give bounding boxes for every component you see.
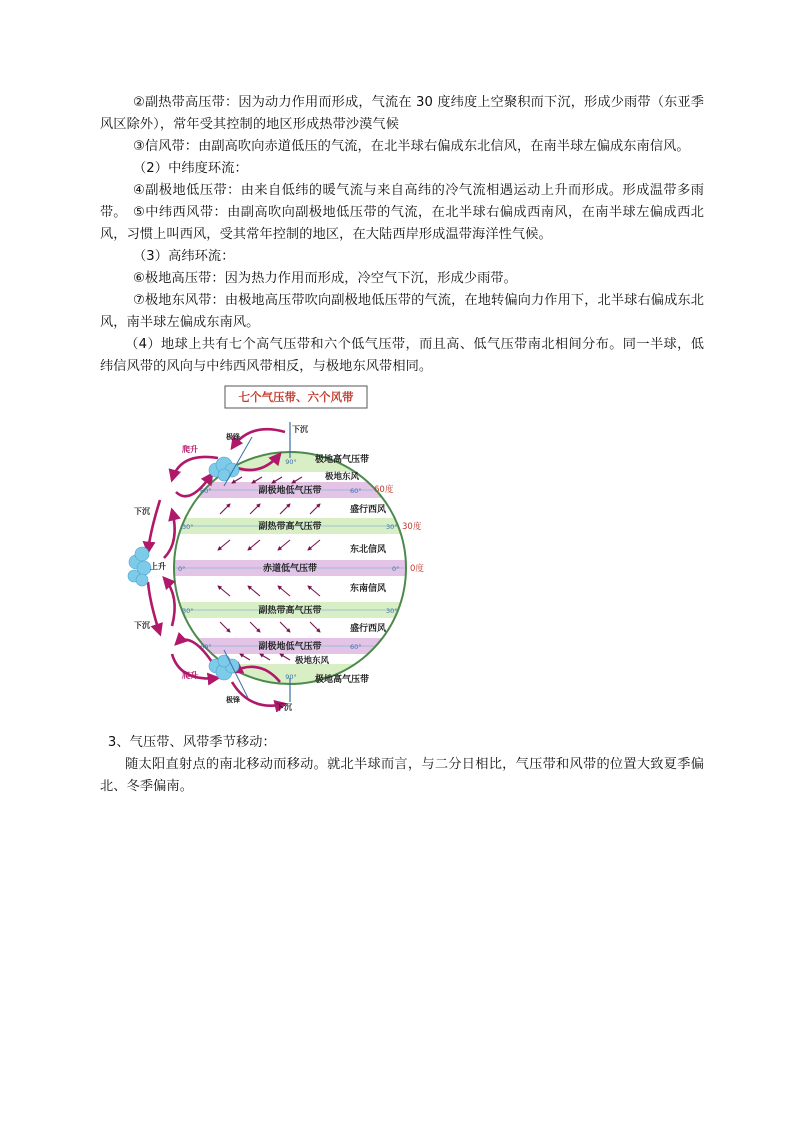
section-3-body: 随太阳直射点的南北移动而移动。就北半球而言，与二分日相比，气压带和风带的位置大致夏季偏北、冬季偏南。 [100,757,704,794]
label-right-0: 0度 [410,564,424,574]
section-3-heading: 3、气压带、风带季节移动： [107,735,276,750]
label-north-westerly: 盛行西风 [349,505,387,515]
paragraph-high-latitude-heading: （3）高纬环流： [133,249,235,264]
label-deg-60-south-left: 60° [200,643,212,651]
label-deg-0-right: 0° [392,565,400,573]
label-deg-30-north-left: 30° [182,523,194,531]
label-north-subtropical-high: 副热带高气压带 [258,522,322,532]
label-deg-90-north: 90° [285,458,297,466]
label-deg-30-north-right: 30° [386,523,398,531]
label-polar-front-south: 极锋 [226,696,240,704]
label-deg-60-north-right: 60° [350,487,362,495]
label-deg-60-south-right: 60° [350,643,362,651]
label-climb-north: 爬升 [182,445,198,454]
label-se-trade: 东南信风 [349,584,387,594]
label-south-subtropical-high: 副热带高气压带 [258,606,322,616]
label-south-subpolar-low: 副极地低气压带 [258,642,322,652]
label-deg-90-south: 90° [285,673,297,681]
label-sink-north-mid: 下沉 [134,507,150,516]
paragraph-trade-winds: ③信风带：由副高吹向赤道低压的气流，在北半球右偏成东北信风，在南半球左偏成东南信风。 [133,139,690,154]
label-south-polar-easterly: 极地东风 [294,656,330,666]
diagram-svg [120,382,440,712]
label-polar-front-north: 极锋 [226,433,240,441]
label-deg-60-north-left: 60° [200,487,212,495]
label-sink-south: 下沉 [276,703,292,712]
label-sink-south-mid: 下沉 [134,621,150,630]
label-deg-30-south-right: 30° [386,607,398,615]
paragraph-mid-latitude-heading: （2）中纬度环流： [133,161,248,176]
label-climb-south: 爬升 [182,671,198,680]
label-rise-equator: 上升 [150,562,166,571]
paragraph-polar-high: ⑥极地高压带：因为热力作用而形成，冷空气下沉，形成少雨带。 [133,271,517,286]
label-right-30: 30度 [402,522,422,532]
label-south-polar-high: 极地高气压带 [314,675,370,685]
paragraph-polar-easterlies: ⑦极地东风带：由极地高压带吹向副极地低压带的气流，在地转偏向力作用下，北半球右偏成东北风，南半球左偏成东南风。 [100,293,704,330]
label-equatorial-low: 赤道低气压带 [262,564,318,574]
label-north-polar-easterly: 极地东风 [324,472,360,482]
label-ne-trade: 东北信风 [349,545,387,555]
label-sink-north: 下沉 [292,425,308,434]
label-deg-0-left: 0° [178,565,186,573]
label-right-60: 60度 [374,485,394,495]
paragraph-westerlies: ⑤中纬西风带：由副高吹向副极地低压带的气流，在北半球右偏成西南风，在南半球左偏成西北风，习惯上叫西风，受其常年控制的地区，在大陆西岸形成温带海洋性气候。 [100,205,704,242]
figure-title: 七个气压带、六个风带 [238,390,354,404]
paragraph-summary: （4）地球上共有七个高气压带和六个低气压带，而且高、低气压带南北相间分布。同一半球，低纬信风带的风向与中纬西风带相反，与极地东风带相同。 [100,337,704,374]
pressure-belt-diagram [120,382,440,712]
globe-belts [160,442,420,712]
label-south-westerly: 盛行西风 [349,624,387,634]
label-deg-30-south-left: 30° [182,607,194,615]
label-north-subpolar-low: 副极地低气压带 [258,486,322,496]
label-north-polar-high: 极地高气压带 [314,455,370,465]
paragraph-subpolar-low: ④副极地低压带：由来自低纬的暖气流与来自高纬的冷气流相遇运动上升而形成。形成温带多雨带。 [100,183,704,220]
paragraph-subtropical-high: ②副热带高压带：因为动力作用而形成，气流在 30 度纬度上空聚积而下沉，形成少雨带（东亚季风区除外），常年受其控制的地区形成热带沙漠气候 [100,95,704,132]
cloud-equator-icon [128,547,151,586]
